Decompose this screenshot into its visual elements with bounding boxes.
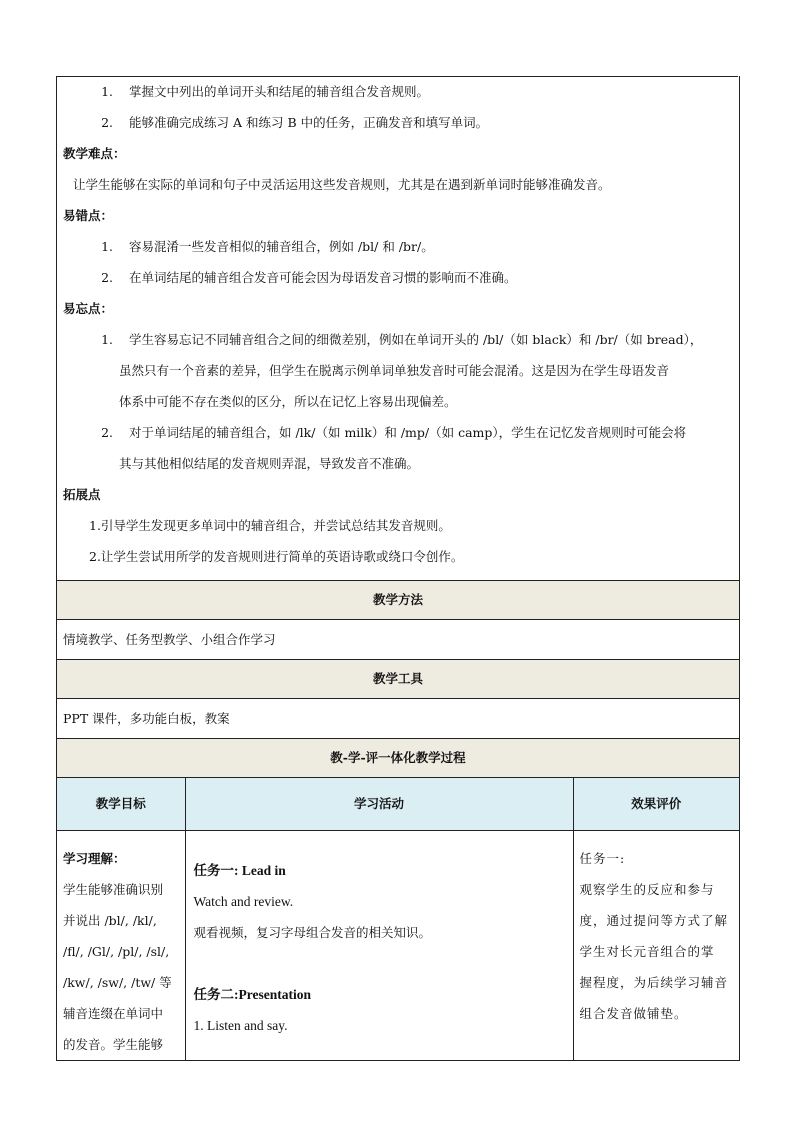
task2-line: 1. Listen and say. [193,1018,288,1033]
difficulty-heading: 教学难点： [63,146,126,161]
extension-section [57,479,739,572]
lesson-plan-table [56,76,740,1061]
forget-text: 对于单词结尾的辅音组合，如 /lk/（如 milk）和 /mp/（如 camp），学生在记忆发音规则时可能会将 [129,425,687,440]
process-header-row [57,778,739,831]
task2-title: 任务二:Presentation [193,987,311,1002]
extension-item: 2.让学生尝试用所学的发音规则进行简单的英语诗歌或绕口令创作。 [89,549,464,564]
forget-section [57,293,739,479]
header-goal: 教学目标 [57,778,185,831]
goal-item: 2. 能够准确完成练习 A 和练习 B 中的任务，正确发音和填写单词。 [101,115,489,130]
process-row [57,831,739,1061]
extension-item: 1.引导学生发现更多单词中的辅音组合，并尝试总结其发音规则。 [89,518,451,533]
method-heading: 教学方法 [57,580,739,620]
goal-cell-line: 辅音连缀在单词中 [63,1006,164,1021]
goal-text: 掌握文中列出的单词开头和结尾的辅音组合发音规则。 [129,84,430,99]
difficulty-text: 让学生能够在实际的单词和句子中灵活运用这些发音规则，尤其是在遇到新单词时能够准确发音。 [73,177,611,192]
forget-item: 2. 对于单词结尾的辅音组合，如 /lk/（如 milk）和 /mp/（如 camp），学生在记忆发音规则时可能会将 [101,425,687,440]
evaluation-line: 观察学生的反应和参与 [579,882,715,897]
evaluation-line: 组合发音做铺垫。 [579,1006,688,1021]
process-table [57,778,739,1061]
goal-text: 能够准确完成练习 A 和练习 B 中的任务，正确发音和填写单词。 [129,115,489,130]
goal-cell-heading: 学习理解： [63,851,126,866]
evaluation-line: 任务一: [579,851,626,866]
evaluation-cell [573,831,739,1061]
error-item: 2. 在单词结尾的辅音组合发音可能会因为母语发音习惯的影响而不准确。 [101,270,517,285]
tools-text: PPT 课件，多功能白板，教案 [63,711,230,726]
goal-cell-line: /fl/, /Gl/, /pl/, /sl/, [63,944,170,959]
evaluation-line: 度，通过提问等方式了解 [579,913,729,928]
header-evaluation: 效果评价 [573,778,739,831]
evaluation-line: 握程度，为后续学习辅音 [579,975,729,990]
activity-cell [185,831,573,1061]
difficulty-section [57,138,739,200]
goal-cell-line: 的发音。学生能够 [63,1037,164,1052]
forget-heading: 易忘点： [63,301,114,316]
goal-item: 1. 掌握文中列出的单词开头和结尾的辅音组合发音规则。 [101,84,430,99]
forget-text: 学生容易忘记不同辅音组合之间的细微差别，例如在单词开头的 /bl/（如 black）和 /br/（如 bread）， [129,332,703,347]
tools-heading: 教学工具 [57,659,739,699]
header-activity: 学习活动 [185,778,573,831]
forget-text-cont: 其与其他相似结尾的发音规则弄混，导致发音不准确。 [119,456,420,471]
goal-cell-line: 并说出 /bl/, /kl/, [63,913,157,928]
forget-text-cont: 体系中可能不存在类似的区分，所以在记忆上容易出现偏差。 [119,394,457,409]
errors-heading: 易错点： [63,208,114,223]
forget-item: 1. 学生容易忘记不同辅音组合之间的细微差别，例如在单词开头的 /bl/（如 black）和 /br/（如 bread）， [101,332,703,347]
errors-section [57,200,739,293]
goal-cell-line: 学生能够准确识别 [63,882,164,897]
extension-heading: 拓展点 [63,487,101,502]
process-heading: 教-学-评一体化教学过程 [57,738,739,778]
task1-line: Watch and review. [193,894,294,909]
evaluation-line: 学生对长元音组合的掌 [579,944,715,959]
goals-section [57,76,739,138]
task1-line: 观看视频，复习字母组合发音的相关知识。 [193,925,432,940]
forget-text-cont: 虽然只有一个音素的差异，但学生在脱离示例单词单独发音时可能会混淆。这是因为在学生母语发音 [119,363,670,378]
error-item: 1. 容易混淆一些发音相似的辅音组合，例如 /bl/ 和 /br/。 [101,239,434,254]
goal-cell-line: /kw/, /sw/, /tw/ 等 [63,975,172,990]
method-text: 情境教学、任务型教学、小组合作学习 [63,632,276,647]
goal-cell [57,831,185,1061]
task1-title: 任务一: Lead in [193,863,286,878]
error-text: 容易混淆一些发音相似的辅音组合，例如 /bl/ 和 /br/。 [129,239,434,254]
error-text: 在单词结尾的辅音组合发音可能会因为母语发音习惯的影响而不准确。 [129,270,517,285]
